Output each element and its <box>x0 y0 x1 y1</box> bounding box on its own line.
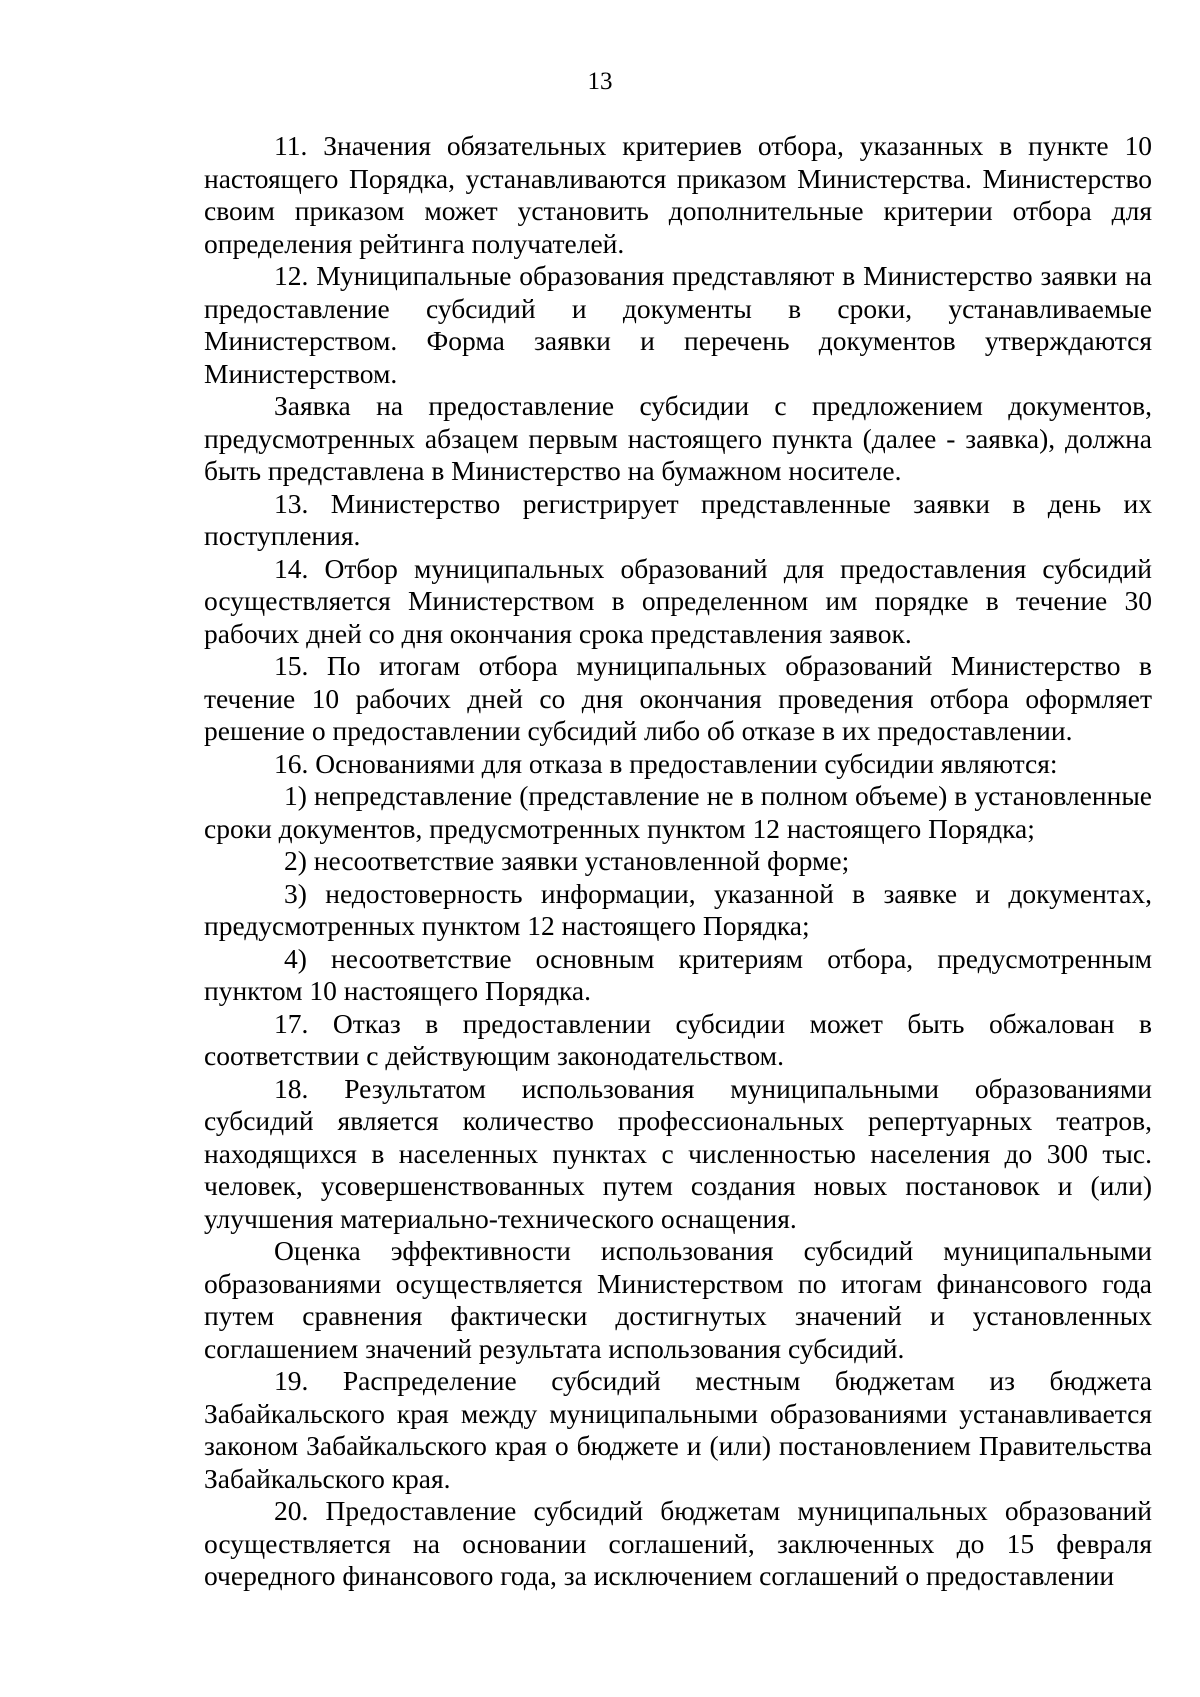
paragraph-13: 13. Министерство регистрирует представленные заявки в день их поступления. <box>204 487 1152 551</box>
list-item-16-1: 1) непредставление (представление не в полном объеме) в установленные сроки документов, предусмотренных пунктом 12 настоящего Порядка; <box>204 780 1152 844</box>
paragraph-15: 15. По итогам отбора муниципальных образований Министерство в течение 10 рабочих дней со дня окончания проведения отбора оформляет решение о предоставлении субсидий либо об отказе в их предоставлении. <box>204 650 1152 746</box>
page-number: 13 <box>587 68 613 95</box>
paragraph-12-application: Заявка на предоставление субсидии с предложением документов, предусмотренных абзацем первым настоящего пункта (далее - заявка), должна быть представлена в Министерство на бумажном носителе. <box>204 390 1152 486</box>
list-item-16-3: 3) недостоверность информации, указанной в заявке и документах, предусмотренных пунктом 12 настоящего Порядка; <box>204 877 1152 941</box>
paragraph-19: 19. Распределение субсидий местным бюджетам из бюджета Забайкальского края между муниципальными образованиями устанавливается законом Забайкальского края о бюджете и (или) постановлением Правительства Забайкальского края. <box>204 1365 1152 1494</box>
list-item-16-2: 2) несоответствие заявки установленной форме; <box>284 845 850 876</box>
paragraph-12: 12. Муниципальные образования представляют в Министерство заявки на предоставление субсидий и документы в сроки, устанавливаемые Министерством. Форма заявки и перечень документов утверждаются Министерством. <box>204 260 1152 389</box>
paragraph-18: 18. Результатом использования муниципальными образованиями субсидий является количество профессиональных репертуарных театров, находящихся в населенных пунктах с численностью населения до 300 тыс. человек, усовершенствованных путем создания новых постановок и (или) улучшения материально-технического оснащения. <box>204 1072 1152 1234</box>
list-item-16-4: 4) несоответствие основным критериям отбора, предусмотренным пунктом 10 настоящего Порядка. <box>204 942 1152 1006</box>
paragraph-18-evaluation: Оценка эффективности использования субсидий муниципальными образованиями осуществляется Министерством по итогам финансового года путем сравнения фактически достигнутых значений и установленных соглашением значений результата использования субсидий. <box>204 1235 1152 1364</box>
paragraph-16: 16. Основаниями для отказа в предоставлении субсидии являются: <box>274 747 1058 779</box>
paragraph-17: 17. Отказ в предоставлении субсидии может быть обжалован в соответствии с действующим законодательством. <box>204 1007 1152 1071</box>
paragraph-14: 14. Отбор муниципальных образований для предоставления субсидий осуществляется Министерством в определенном им порядке в течение 30 рабочих дней со дня окончания срока представления заявок. <box>204 552 1152 649</box>
document-body <box>204 130 1152 1593</box>
paragraph-20: 20. Предоставление субсидий бюджетам муниципальных образований осуществляется на основании соглашений, заключенных до 15 февраля очередного финансового года, за исключением соглашений о предоставлении <box>204 1495 1152 1591</box>
paragraph-11: 11. Значения обязательных критериев отбора, указанных в пункте 10 настоящего Порядка, устанавливаются приказом Министерства. Министерство своим приказом может установить дополнительные критерии отбора для определения рейтинга получателей. <box>204 130 1152 259</box>
